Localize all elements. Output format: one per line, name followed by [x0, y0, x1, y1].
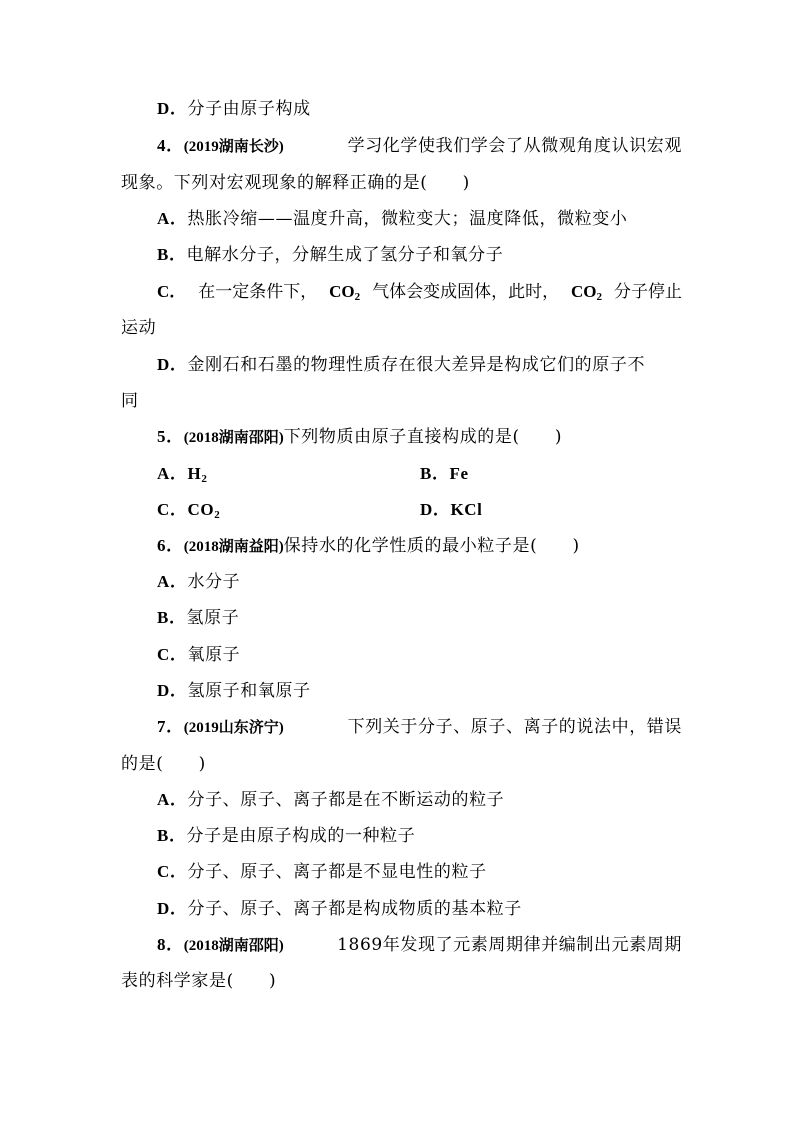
option-letter: D．	[157, 681, 188, 700]
question-source: (2019山东济宁)	[183, 720, 284, 736]
question-number: 6．	[157, 536, 184, 555]
q5-option-b: B．Fe	[420, 464, 469, 483]
question-stem: 下列物质由原子直接构成的是( )	[283, 427, 563, 447]
option-text: 水分子	[187, 572, 241, 592]
question-number: 4．	[157, 136, 184, 155]
option-letter: A．	[157, 790, 188, 809]
option-text-part: 气体会变成固体，此时，	[372, 282, 560, 302]
q5-option-a: A．$H_2$	[157, 464, 208, 485]
option-letter: D．	[157, 899, 188, 918]
q4-option-d-continued: 同	[121, 391, 139, 411]
q5-options-row2	[157, 498, 682, 522]
option-letter: A．	[157, 209, 188, 228]
q7-option-d	[157, 897, 682, 921]
option-text: 分子由原子构成	[187, 99, 311, 119]
option-letter: C．	[157, 282, 187, 301]
option-letter: C．	[157, 862, 188, 881]
option-letter: C．	[157, 645, 188, 664]
q5-option-d: D．KCl	[420, 500, 483, 519]
q4-option-c-continued: 运动	[121, 318, 157, 338]
q4-stem-line1	[157, 134, 682, 158]
q6-stem	[157, 534, 682, 558]
option-text: 分子、原子、离子都是在不断运动的粒子	[187, 790, 505, 810]
q8-stem-line2: 表的科学家是( )	[121, 971, 277, 991]
q4-option-d	[157, 353, 682, 377]
question-number: 5．	[157, 427, 184, 446]
formula: $CO_2$	[329, 282, 361, 303]
option-text-part: 在一定条件下，	[198, 282, 318, 302]
option-letter: B．	[157, 826, 187, 845]
option-text: 热胀冷缩——温度升高，微粒变大；温度降低，微粒变小	[187, 209, 628, 229]
q4-option-b	[157, 243, 682, 267]
q7-option-c	[157, 860, 682, 884]
q6-option-a	[157, 570, 682, 594]
q6-option-b	[157, 606, 682, 630]
option-text: 电解水分子，分解生成了氢分子和氧分子	[186, 245, 504, 265]
option-text: 分子、原子、离子都是不显电性的粒子	[187, 862, 487, 882]
question-stem: 保持水的化学性质的最小粒子是( )	[283, 536, 580, 556]
question-stem: 下列关于分子、原子、离子的说法中，错误	[347, 717, 682, 737]
question-source: (2018湖南邵阳)	[183, 938, 284, 954]
question-source: (2018湖南邵阳)	[183, 430, 284, 446]
q7-stem-line2: 的是( )	[121, 754, 206, 774]
q8-stem-line1	[157, 933, 682, 957]
question-stem: 学习化学使我们学会了从微观角度认识宏观	[347, 136, 682, 156]
option-letter: A．	[157, 572, 188, 591]
q7-option-a	[157, 788, 682, 812]
q7-option-b	[157, 824, 682, 848]
q4-option-c	[157, 280, 682, 304]
question-source: (2019湖南长沙)	[183, 139, 284, 155]
option-letter: B．	[157, 245, 187, 264]
q5-option-c: C．$CO_2$	[157, 500, 221, 521]
question-number: 8．	[157, 935, 184, 954]
formula: $CO_2$	[571, 282, 603, 303]
option-text: 分子、原子、离子都是构成物质的基本粒子	[187, 899, 522, 919]
option-text-part: 分子停止	[613, 282, 682, 302]
question-source: (2018湖南益阳)	[183, 539, 284, 555]
q5-stem	[157, 425, 682, 449]
q6-option-c	[157, 643, 682, 667]
option-text: 分子是由原子构成的一种粒子	[186, 826, 416, 846]
option-letter: D．	[157, 355, 188, 374]
q5-options-row1	[157, 462, 682, 486]
q3-option-d	[157, 97, 682, 121]
option-text: 氢原子	[186, 608, 240, 628]
option-letter: D．	[157, 99, 188, 118]
option-text: 金刚石和石墨的物理性质存在很大差异是构成它们的原子不	[187, 355, 646, 375]
q6-option-d	[157, 679, 682, 703]
option-letter: B．	[157, 608, 187, 627]
question-stem: 1869年发现了元素周期律并编制出元素周期	[337, 935, 682, 955]
q4-stem-line2: 现象。下列对宏观现象的解释正确的是( )	[121, 173, 470, 193]
question-number: 7．	[157, 717, 184, 736]
option-text: 氢原子和氧原子	[187, 681, 311, 701]
q4-option-a	[157, 207, 682, 231]
q7-stem-line1	[157, 715, 682, 739]
option-text: 氧原子	[187, 645, 241, 665]
